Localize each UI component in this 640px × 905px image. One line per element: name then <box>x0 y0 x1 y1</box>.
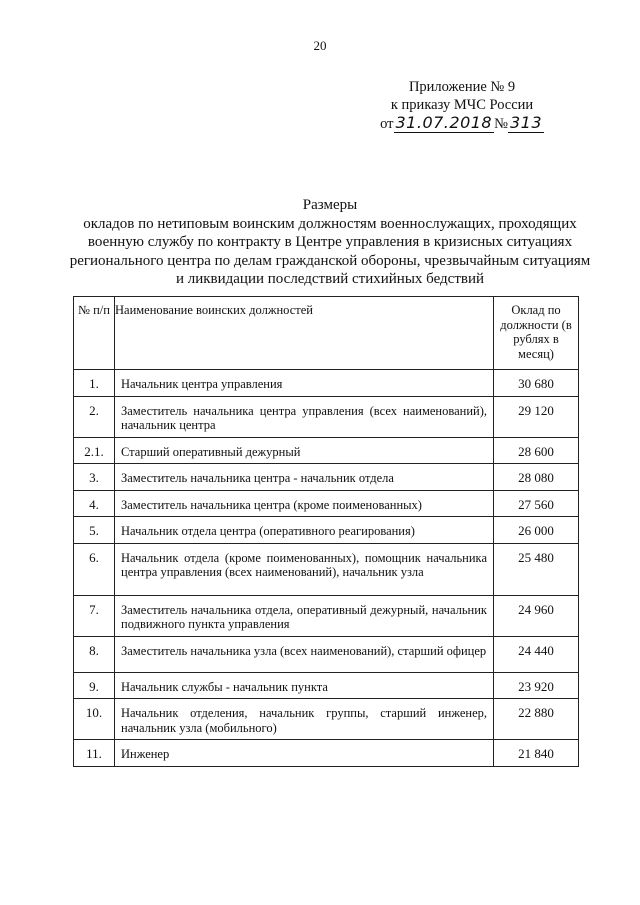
row-position-name: Начальник службы - начальник пункта <box>115 672 494 699</box>
row-salary: 29 120 <box>494 396 579 437</box>
row-number: 8. <box>74 636 115 672</box>
row-number: 11. <box>74 740 115 767</box>
order-date-line <box>380 114 544 133</box>
table-row <box>74 636 579 672</box>
row-salary: 24 960 <box>494 595 579 636</box>
header-number: № п/п <box>74 297 115 370</box>
table-row <box>74 396 579 437</box>
row-position-name: Заместитель начальника узла (всех наименований), старший офицер <box>115 636 494 672</box>
handwritten-order-date: 31.07.2018 <box>395 113 493 132</box>
table-row <box>74 595 579 636</box>
salary-table <box>73 296 579 767</box>
page-number: 20 <box>313 38 327 53</box>
row-position-name: Инженер <box>115 740 494 767</box>
row-number: 2.1. <box>74 437 115 464</box>
title-subtitle-line-3: регионального центра по делам гражданской обороны, чрезвычайным ситуациям <box>69 252 591 269</box>
row-number: 5. <box>74 517 115 544</box>
table-row <box>74 437 579 464</box>
table-row <box>74 699 579 740</box>
row-salary: 21 840 <box>494 740 579 767</box>
row-salary: 23 920 <box>494 672 579 699</box>
handwritten-order-number: 313 <box>509 113 542 132</box>
row-salary: 22 880 <box>494 699 579 740</box>
table-row <box>74 490 579 517</box>
row-position-name: Старший оперативный дежурный <box>115 437 494 464</box>
order-number-label: № <box>494 116 508 132</box>
row-position-name: Начальник отделения, начальник группы, старший инженер, начальник узла (мобильного) <box>115 699 494 740</box>
appendix-block <box>380 78 544 133</box>
title-subtitle-line-4: и ликвидации последствий стихийных бедствий <box>175 271 485 287</box>
row-number: 2. <box>74 396 115 437</box>
table-row <box>74 464 579 491</box>
header-salary: Оклад по должности (в рублях в месяц) <box>494 297 579 370</box>
row-number: 10. <box>74 699 115 740</box>
row-position-name: Заместитель начальника отдела, оперативный дежурный, начальник подвижного пункта управления <box>115 595 494 636</box>
row-position-name: Начальник отдела (кроме поименованных), помощник начальника центра управления (всех наименований), начальник узла <box>115 543 494 595</box>
table-row <box>74 543 579 595</box>
row-number: 9. <box>74 672 115 699</box>
row-number: 1. <box>74 370 115 397</box>
row-number: 6. <box>74 543 115 595</box>
row-position-name: Заместитель начальника центра управления (всех наименований), начальник центра <box>115 396 494 437</box>
title-subtitle-line-1: окладов по нетиповым воинским должностям военнослужащих, проходящих <box>83 215 577 232</box>
title-subtitle-line-2: военную службу по контракту в Центре управления в кризисных ситуациях <box>87 234 573 250</box>
row-position-name: Заместитель начальника центра - начальник отдела <box>115 464 494 491</box>
row-position-name: Начальник центра управления <box>115 370 494 397</box>
row-salary: 30 680 <box>494 370 579 397</box>
row-salary: 24 440 <box>494 636 579 672</box>
table-row <box>74 740 579 767</box>
table-row <box>74 672 579 699</box>
header-position-name: Наименование воинских должностей <box>115 297 494 370</box>
title-heading: Размеры <box>302 197 358 213</box>
row-number: 7. <box>74 595 115 636</box>
row-number: 4. <box>74 490 115 517</box>
row-salary: 28 600 <box>494 437 579 464</box>
document-title <box>60 196 600 289</box>
appendix-title: Приложение № 9 <box>408 79 516 95</box>
table-row <box>74 370 579 397</box>
row-number: 3. <box>74 464 115 491</box>
row-salary: 27 560 <box>494 490 579 517</box>
row-position-name: Заместитель начальника центра (кроме поименованных) <box>115 490 494 517</box>
row-salary: 28 080 <box>494 464 579 491</box>
row-salary: 26 000 <box>494 517 579 544</box>
table-row <box>74 517 579 544</box>
table-header-row <box>74 297 579 370</box>
row-salary: 25 480 <box>494 543 579 595</box>
order-date-prefix: от <box>380 116 394 132</box>
row-position-name: Начальник отдела центра (оперативного реагирования) <box>115 517 494 544</box>
appendix-order-reference: к приказу МЧС России <box>390 97 534 113</box>
